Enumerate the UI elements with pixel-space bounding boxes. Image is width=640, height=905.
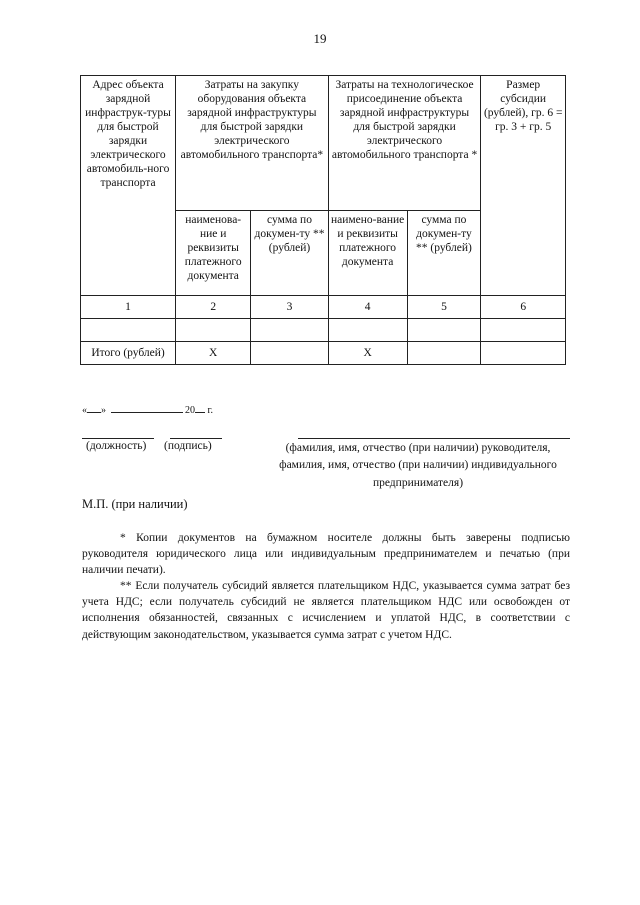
total-cell-x: X (176, 342, 251, 365)
footnote-1: * Копии документов на бумажном носителе должны быть заверены подписью руководителя юридического лица или индивидуальным предпринимателем и печатью (при наличии печати). (82, 532, 570, 577)
column-number: 4 (328, 296, 407, 319)
table-cell (251, 319, 328, 342)
table-cell (176, 319, 251, 342)
header-equipment-document: наименова-ние и реквизиты платежного документа (176, 211, 251, 296)
header-subsidy-amount: Размер субсидии (рублей), гр. 6 = гр. 3 + гр. 5 (481, 76, 566, 296)
date-close-quote: » (101, 405, 106, 416)
header-connection-costs: Затраты на технологическое присоединение объекта зарядной инфраструктуры для быстрой зарядки электрического автомобильного транспорта * (328, 76, 481, 211)
table-cell (251, 342, 328, 365)
table-cell (481, 319, 566, 342)
table-cell (481, 342, 566, 365)
footnote-2: ** Если получатель субсидий является плательщиком НДС, указывается сумма затрат без учета НДС; если получатель субсидий не является плательщиком НДС или освобожден от исполнения обязанностей, связанных с исчислением и уплатой НДС, в соответствии с действующим законодательством, указывается сумма затрат с учетом НДС. (82, 580, 570, 641)
header-equipment-costs: Затраты на закупку оборудования объекта зарядной инфраструктуры для быстрой зарядки электрического автомобильного транспорта* (176, 76, 329, 211)
column-number: 5 (407, 296, 481, 319)
footnotes (82, 530, 570, 643)
column-number: 1 (81, 296, 176, 319)
fio-line (298, 438, 570, 439)
table-cell (407, 319, 481, 342)
signature-line (170, 438, 222, 439)
header-address: Адрес объекта зарядной инфраструк-туры для быстрой зарядки электрического автомобиль-ного транспорта (81, 76, 176, 296)
total-row (81, 342, 566, 365)
total-cell-x: X (328, 342, 407, 365)
position-line (82, 438, 154, 439)
table-cell (81, 319, 176, 342)
total-label: Итого (рублей) (81, 342, 176, 365)
day-blank (87, 402, 101, 413)
page-number: 19 (313, 31, 327, 46)
table-cell (328, 319, 407, 342)
date-open-quote: « (82, 405, 87, 416)
signature-label: (подпись) (164, 440, 212, 452)
table-header-row (81, 76, 566, 211)
stamp-label: М.П. (при наличии) (82, 497, 188, 511)
header-connection-sum: сумма по докумен-ту ** (рублей) (407, 211, 481, 296)
fio-label: (фамилия, имя, отчество (при наличии) руководителя, фамилия, имя, отчество (при наличии) индивидуального предпринимателя) (279, 442, 557, 489)
table-cell (407, 342, 481, 365)
year-prefix: 20 (185, 405, 195, 416)
header-equipment-sum: сумма по докумен-ту ** (рублей) (251, 211, 328, 296)
year-suffix: г. (205, 405, 213, 416)
subsidy-table (80, 75, 566, 365)
month-blank (111, 402, 183, 413)
column-numbers-row (81, 296, 566, 319)
table-row (81, 319, 566, 342)
column-number: 2 (176, 296, 251, 319)
date-line (82, 402, 213, 416)
position-label: (должность) (86, 440, 147, 452)
column-number: 6 (481, 296, 566, 319)
column-number: 3 (251, 296, 328, 319)
header-connection-document: наимено-вание и реквизиты платежного документа (328, 211, 407, 296)
year-blank (195, 402, 205, 413)
